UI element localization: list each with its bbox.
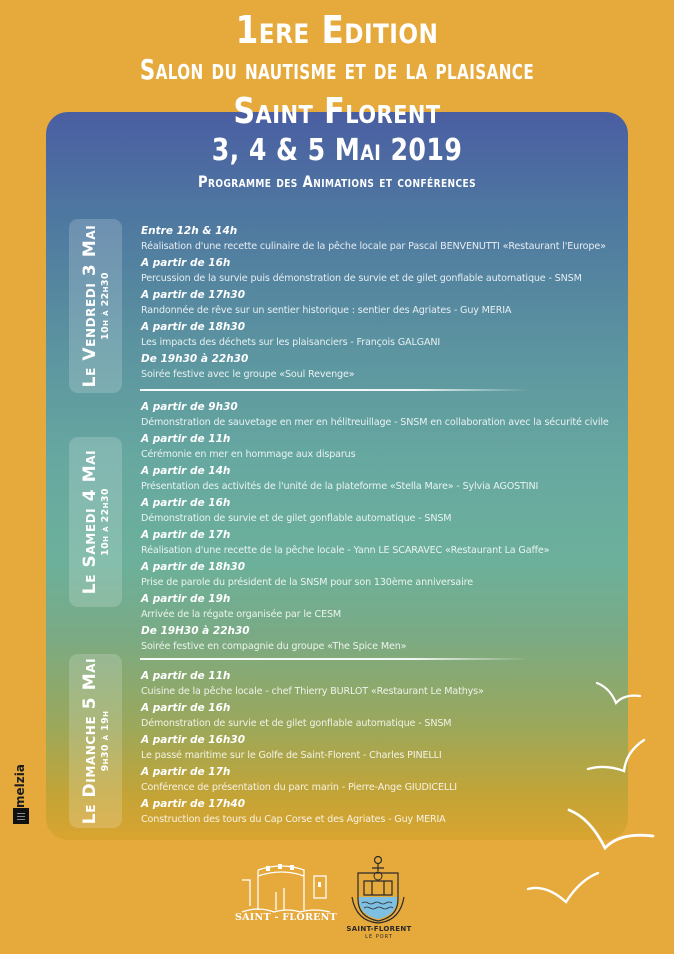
event-time: A partir de 16h <box>141 257 231 269</box>
designer-label: melzia <box>13 764 27 808</box>
event-desc: Conférence de présentation du parc marin - Pierre-Ange GIUDICELLI <box>141 782 457 793</box>
event-time: A partir de 16h <box>141 497 231 509</box>
port-logo-label: SAINT-FLORENT <box>346 925 412 933</box>
anchor-crest-icon <box>350 855 406 925</box>
event-desc: Soirée festive avec le groupe «Soul Revenge» <box>141 369 355 380</box>
day-name: Le Samedi 4 Mai <box>79 449 100 595</box>
event-time: De 19h30 à 22h30 <box>141 353 249 365</box>
day-hours: 10h à 22h30 <box>99 272 111 340</box>
event-time: A partir de 11h <box>141 433 231 445</box>
event-desc: Randonnée de rêve sur un sentier historique : sentier des Agriates - Guy MERIA <box>141 305 512 316</box>
event-time: A partir de 17h40 <box>141 798 246 810</box>
event-time: A partir de 17h <box>141 766 231 778</box>
event-desc: Construction des tours du Cap Corse et des Agriates - Guy MERIA <box>141 814 446 825</box>
program-subtitle: Programme des Animations et conférences <box>197 172 477 191</box>
event-time: A partir de 16h30 <box>141 734 246 746</box>
event-time: A partir de 17h <box>141 529 231 541</box>
dates-title: 3, 4 & 5 Mai 2019 <box>211 133 463 168</box>
event-time: A partir de 19h <box>141 593 231 605</box>
event-desc: Démonstration de survie et de gilet gonflable automatique - SNSM <box>141 718 452 729</box>
town-logo-label: SAINT - FLORENT <box>234 912 338 923</box>
event-desc: Cérémonie en mer en hommage aux disparus <box>141 449 356 460</box>
event-desc: Les impacts des déchets sur les plaisanciers - François GALGANI <box>141 337 441 348</box>
day-name: Le Vendredi 3 Mai <box>79 224 100 388</box>
event-desc: Le passé maritime sur le Golfe de Saint-Florent - Charles PINELLI <box>141 750 442 761</box>
day-name: Le Dimanche 5 Mai <box>79 657 100 825</box>
port-logo-sub: LE PORT <box>365 934 393 940</box>
event-time: A partir de 14h <box>141 465 231 477</box>
event-name: Salon du nautisme et de la plaisance <box>139 53 535 86</box>
event-desc: Prise de parole du président de la SNSM pour son 130ème anniversaire <box>141 577 473 588</box>
event-desc: Cuisine de la pêche locale - chef Thierry BURLOT «Restaurant Le Mathys» <box>141 686 484 697</box>
edition-title: 1ere Edition <box>235 8 439 52</box>
event-time: A partir de 18h30 <box>141 561 246 573</box>
event-desc: Démonstration de sauvetage en mer en hélitreuillage - SNSM en collaboration avec la sécurité civile <box>141 417 609 428</box>
event-time: A partir de 18h30 <box>141 321 246 333</box>
event-desc: Soirée festive en compagnie du groupe «The Spice Men» <box>141 641 407 652</box>
event-time: A partir de 11h <box>141 670 231 682</box>
location-title: Saint Florent <box>233 91 441 132</box>
event-desc: Présentation des activités de l'unité de la plateforme «Stella Mare» - Sylvia AGOSTINI <box>141 481 539 492</box>
event-desc: Percussion de la survie puis démonstration de survie et de gilet gonflable automatique - SNSM <box>141 273 582 284</box>
event-time: De 19H30 à 22h30 <box>141 625 250 637</box>
day-hours: 10h à 22h30 <box>99 488 111 556</box>
event-desc: Arrivée de la régate organisée par le CESM <box>141 609 342 620</box>
event-time: Entre 12h & 14h <box>141 225 238 237</box>
event-time: A partir de 17h30 <box>141 289 246 301</box>
event-time: A partir de 9h30 <box>141 401 238 413</box>
day-hours: 9h30 à 19h <box>99 710 111 772</box>
event-desc: Réalisation d'une recette de la pêche locale - Yann LE SCARAVEC «Restaurant La Gaffe» <box>141 545 550 556</box>
melzia-logo-icon <box>13 808 29 824</box>
event-desc: Réalisation d'une recette culinaire de la pêche locale par Pascal BENVENUTTI «Restaurant l'Europe» <box>141 241 606 252</box>
event-time: A partir de 16h <box>141 702 231 714</box>
event-desc: Démonstration de survie et de gilet gonflable automatique - SNSM <box>141 513 452 524</box>
